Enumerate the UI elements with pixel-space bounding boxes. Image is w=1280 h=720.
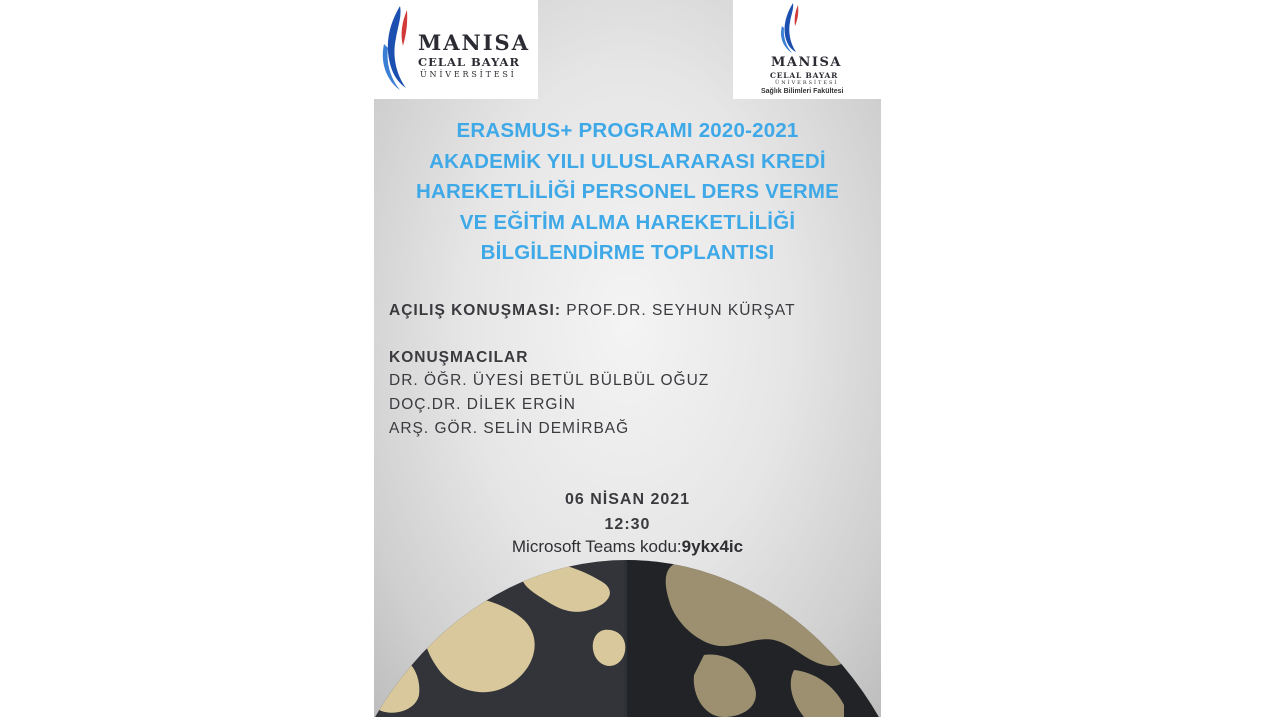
logo-line-2: CELAL BAYAR — [418, 55, 521, 69]
logo-line-1: MANISA — [771, 55, 842, 70]
teams-label: Microsoft Teams kodu: — [511, 537, 682, 556]
title-line: ERASMUS+ PROGRAMI 2020-2021 — [456, 119, 799, 142]
flame-logo-icon — [779, 2, 803, 54]
title-line: BİLGİLENDİRME TOPLANTISI — [480, 241, 775, 264]
title-line: HAREKETLİLİĞİ PERSONEL DERS VERME — [415, 180, 840, 203]
opening-speech — [389, 302, 796, 320]
event-time: 12:30 — [604, 516, 651, 533]
teams-code-value: 9ykx4ic — [681, 537, 744, 556]
logo-line-1: MANISA — [418, 30, 531, 55]
speaker-name: ARŞ. GÖR. SELİN DEMİRBAĞ — [389, 420, 630, 437]
poster — [374, 0, 881, 717]
university-logo-left — [374, 0, 538, 99]
earth-globe-icon — [374, 560, 881, 717]
speaker-name: DOÇ.DR. DİLEK ERGİN — [389, 396, 576, 413]
logo-line-3: ÜNİVERSİTESİ — [420, 70, 517, 79]
title-line: AKADEMİK YILI ULUSLARARASI KREDİ — [429, 149, 826, 173]
logo-line-2: CELAL BAYAR — [770, 71, 839, 80]
speakers-heading: KONUŞMACILAR — [389, 349, 529, 366]
title-line: VE EĞİTİM ALMA HAREKETLİLİĞİ — [459, 210, 796, 234]
teams-code — [374, 537, 881, 557]
faculty-name: Sağlık Bilimleri Fakültesi — [761, 88, 844, 95]
flame-logo-icon — [380, 4, 414, 92]
event-title — [374, 116, 881, 269]
speaker-name: DR. ÖĞR. ÜYESİ BETÜL BÜLBÜL OĞUZ — [389, 372, 710, 389]
logo-line-3: ÜNİVERSİTESİ — [775, 80, 839, 86]
faculty-logo-right — [733, 0, 881, 99]
opening-speaker: PROF.DR. SEYHUN KÜRŞAT — [561, 302, 796, 319]
event-date: 06 NİSAN 2021 — [564, 491, 691, 508]
opening-label: AÇILIŞ KONUŞMASI: — [389, 302, 561, 319]
